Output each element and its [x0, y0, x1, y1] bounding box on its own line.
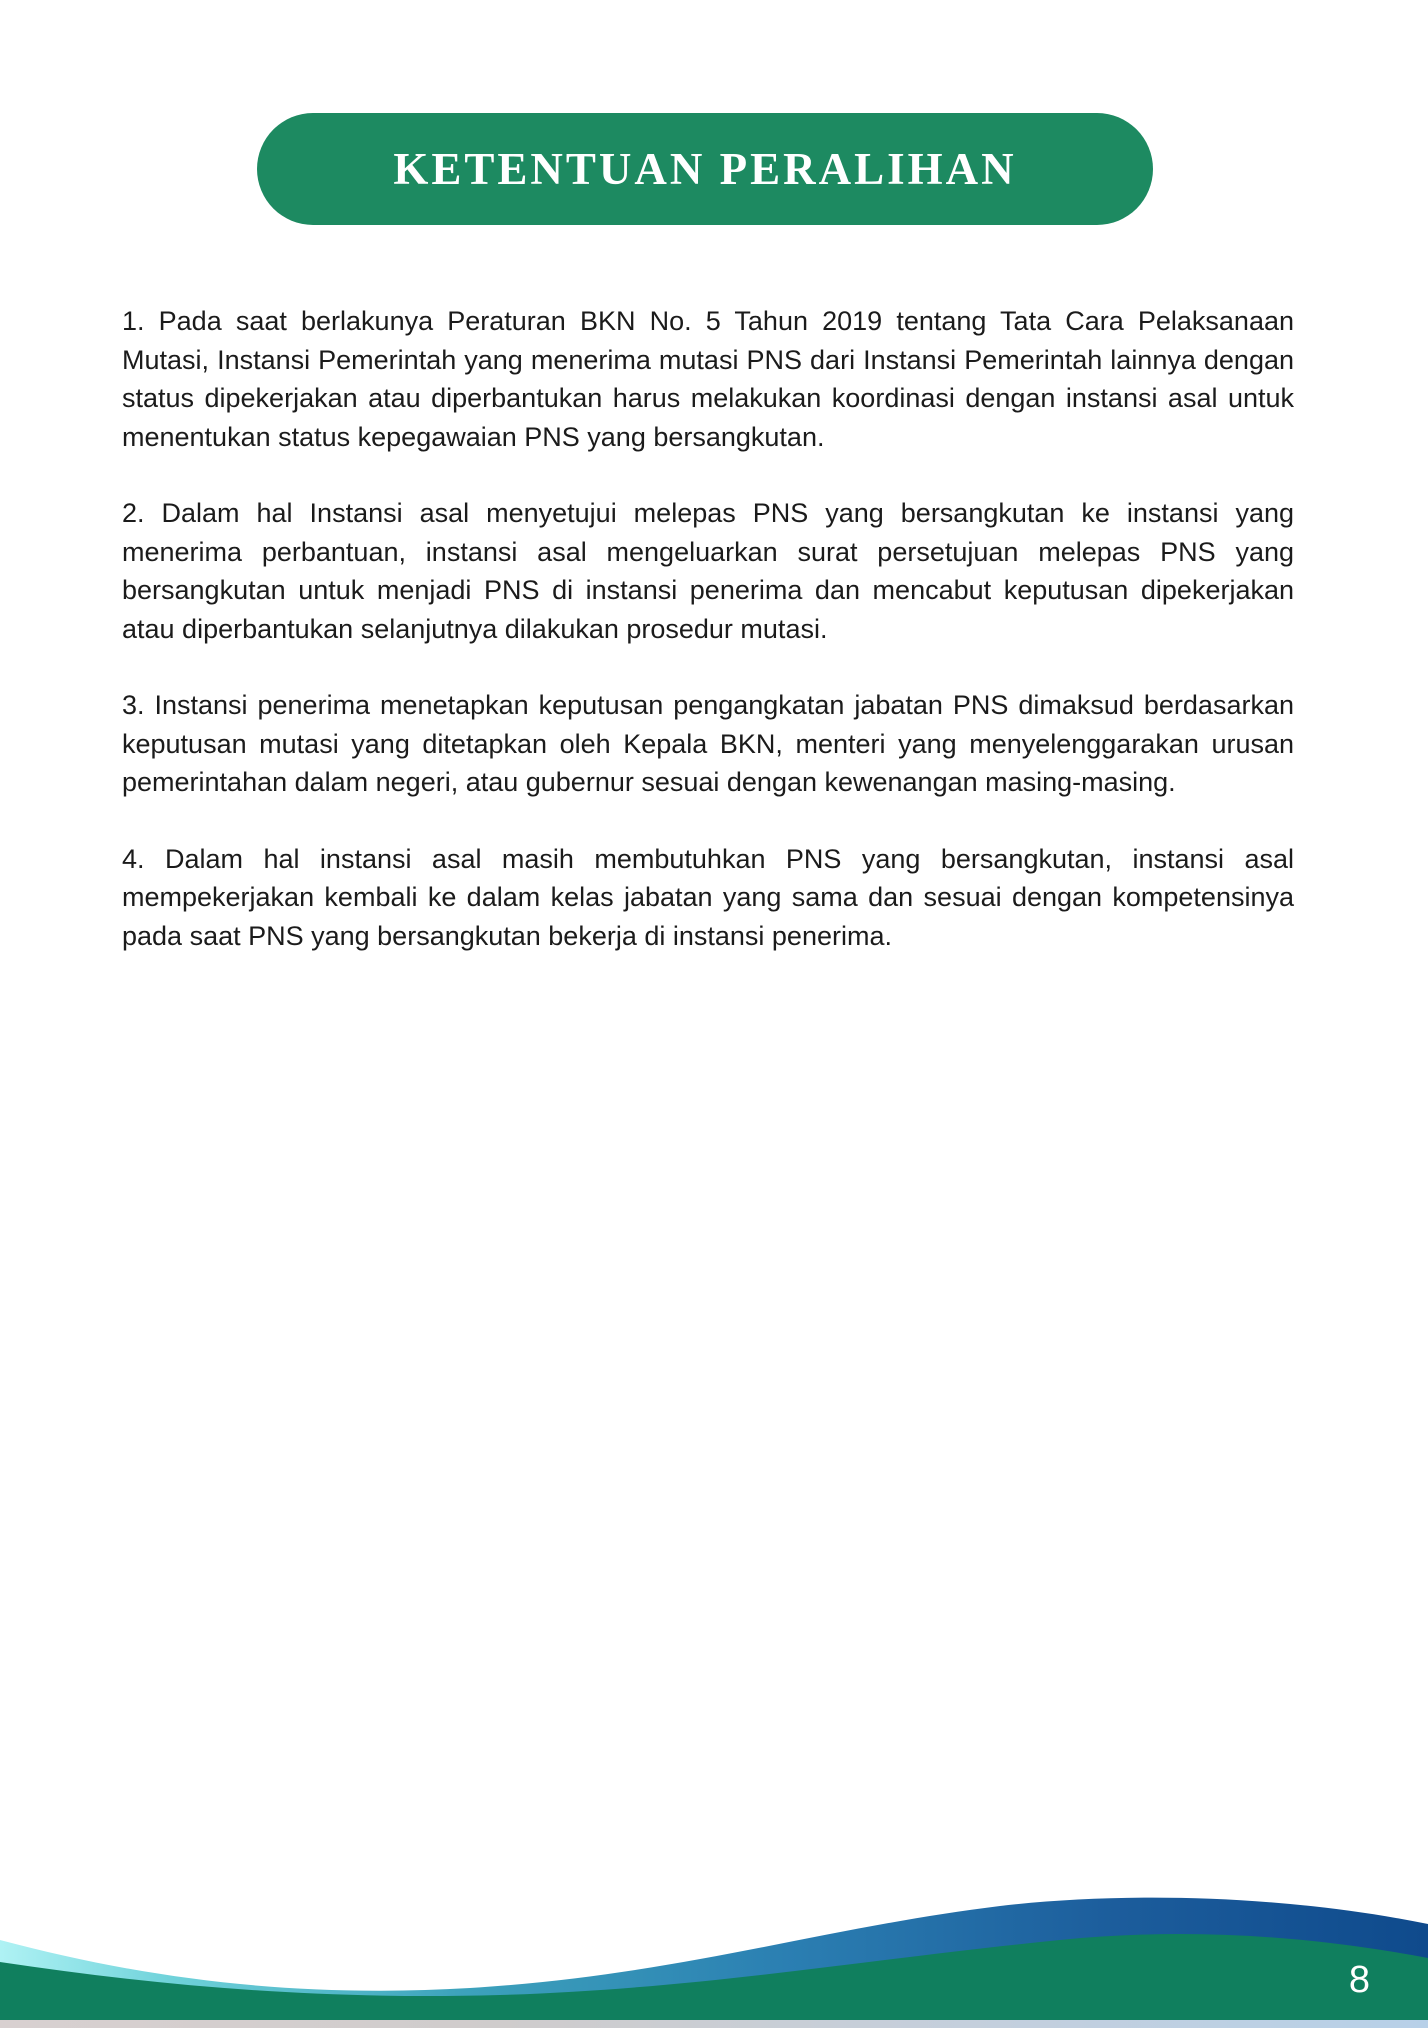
body-text	[122, 302, 1294, 993]
paragraph-2: 2. Dalam hal Instansi asal menyetujui melepas PNS yang bersangkutan ke instansi yang menerima perbantuan, instansi asal mengeluarkan surat persetujuan melepas PNS yang bersangkutan untuk menjadi PNS di instansi penerima dan mencabut keputusan dipekerjakan atau diperbantukan selanjutnya dilakukan prosedur mutasi.	[122, 498, 1294, 644]
bottom-edge-strip	[0, 2020, 1428, 2028]
page-title: KETENTUAN PERALIHAN	[393, 144, 1017, 194]
title-banner	[257, 113, 1153, 225]
wave-green-front	[0, 1934, 1428, 2028]
footer-wave-decoration	[0, 1828, 1428, 2028]
paragraph-4: 4. Dalam hal instansi asal masih membutuhkan PNS yang bersangkutan, instansi asal mempekerjakan kembali ke dalam kelas jabatan yang sama dan sesuai dengan kompetensinya pada saat PNS yang bersangkutan bekerja di instansi penerima.	[122, 843, 1294, 951]
paragraph-3: 3. Instansi penerima menetapkan keputusan pengangkatan jabatan PNS dimaksud berdasarkan keputusan mutasi yang ditetapkan oleh Kepala BKN, menteri yang menyelenggarakan urusan pemerintahan dalam negeri, atau gubernur sesuai dengan kewenangan masing-masing.	[122, 690, 1294, 797]
page-number: 8	[1348, 1959, 1370, 2001]
paragraph-1: 1. Pada saat berlakunya Peraturan BKN No. 5 Tahun 2019 tentang Tata Cara Pelaksanaan Mutasi, Instansi Pemerintah yang menerima mutasi PNS dari Instansi Pemerintah lainnya dengan status dipekerjakan atau diperbantukan harus melakukan koordinasi dengan instansi asal untuk menentukan status kepegawaian PNS yang bersangkutan.	[122, 306, 1294, 452]
